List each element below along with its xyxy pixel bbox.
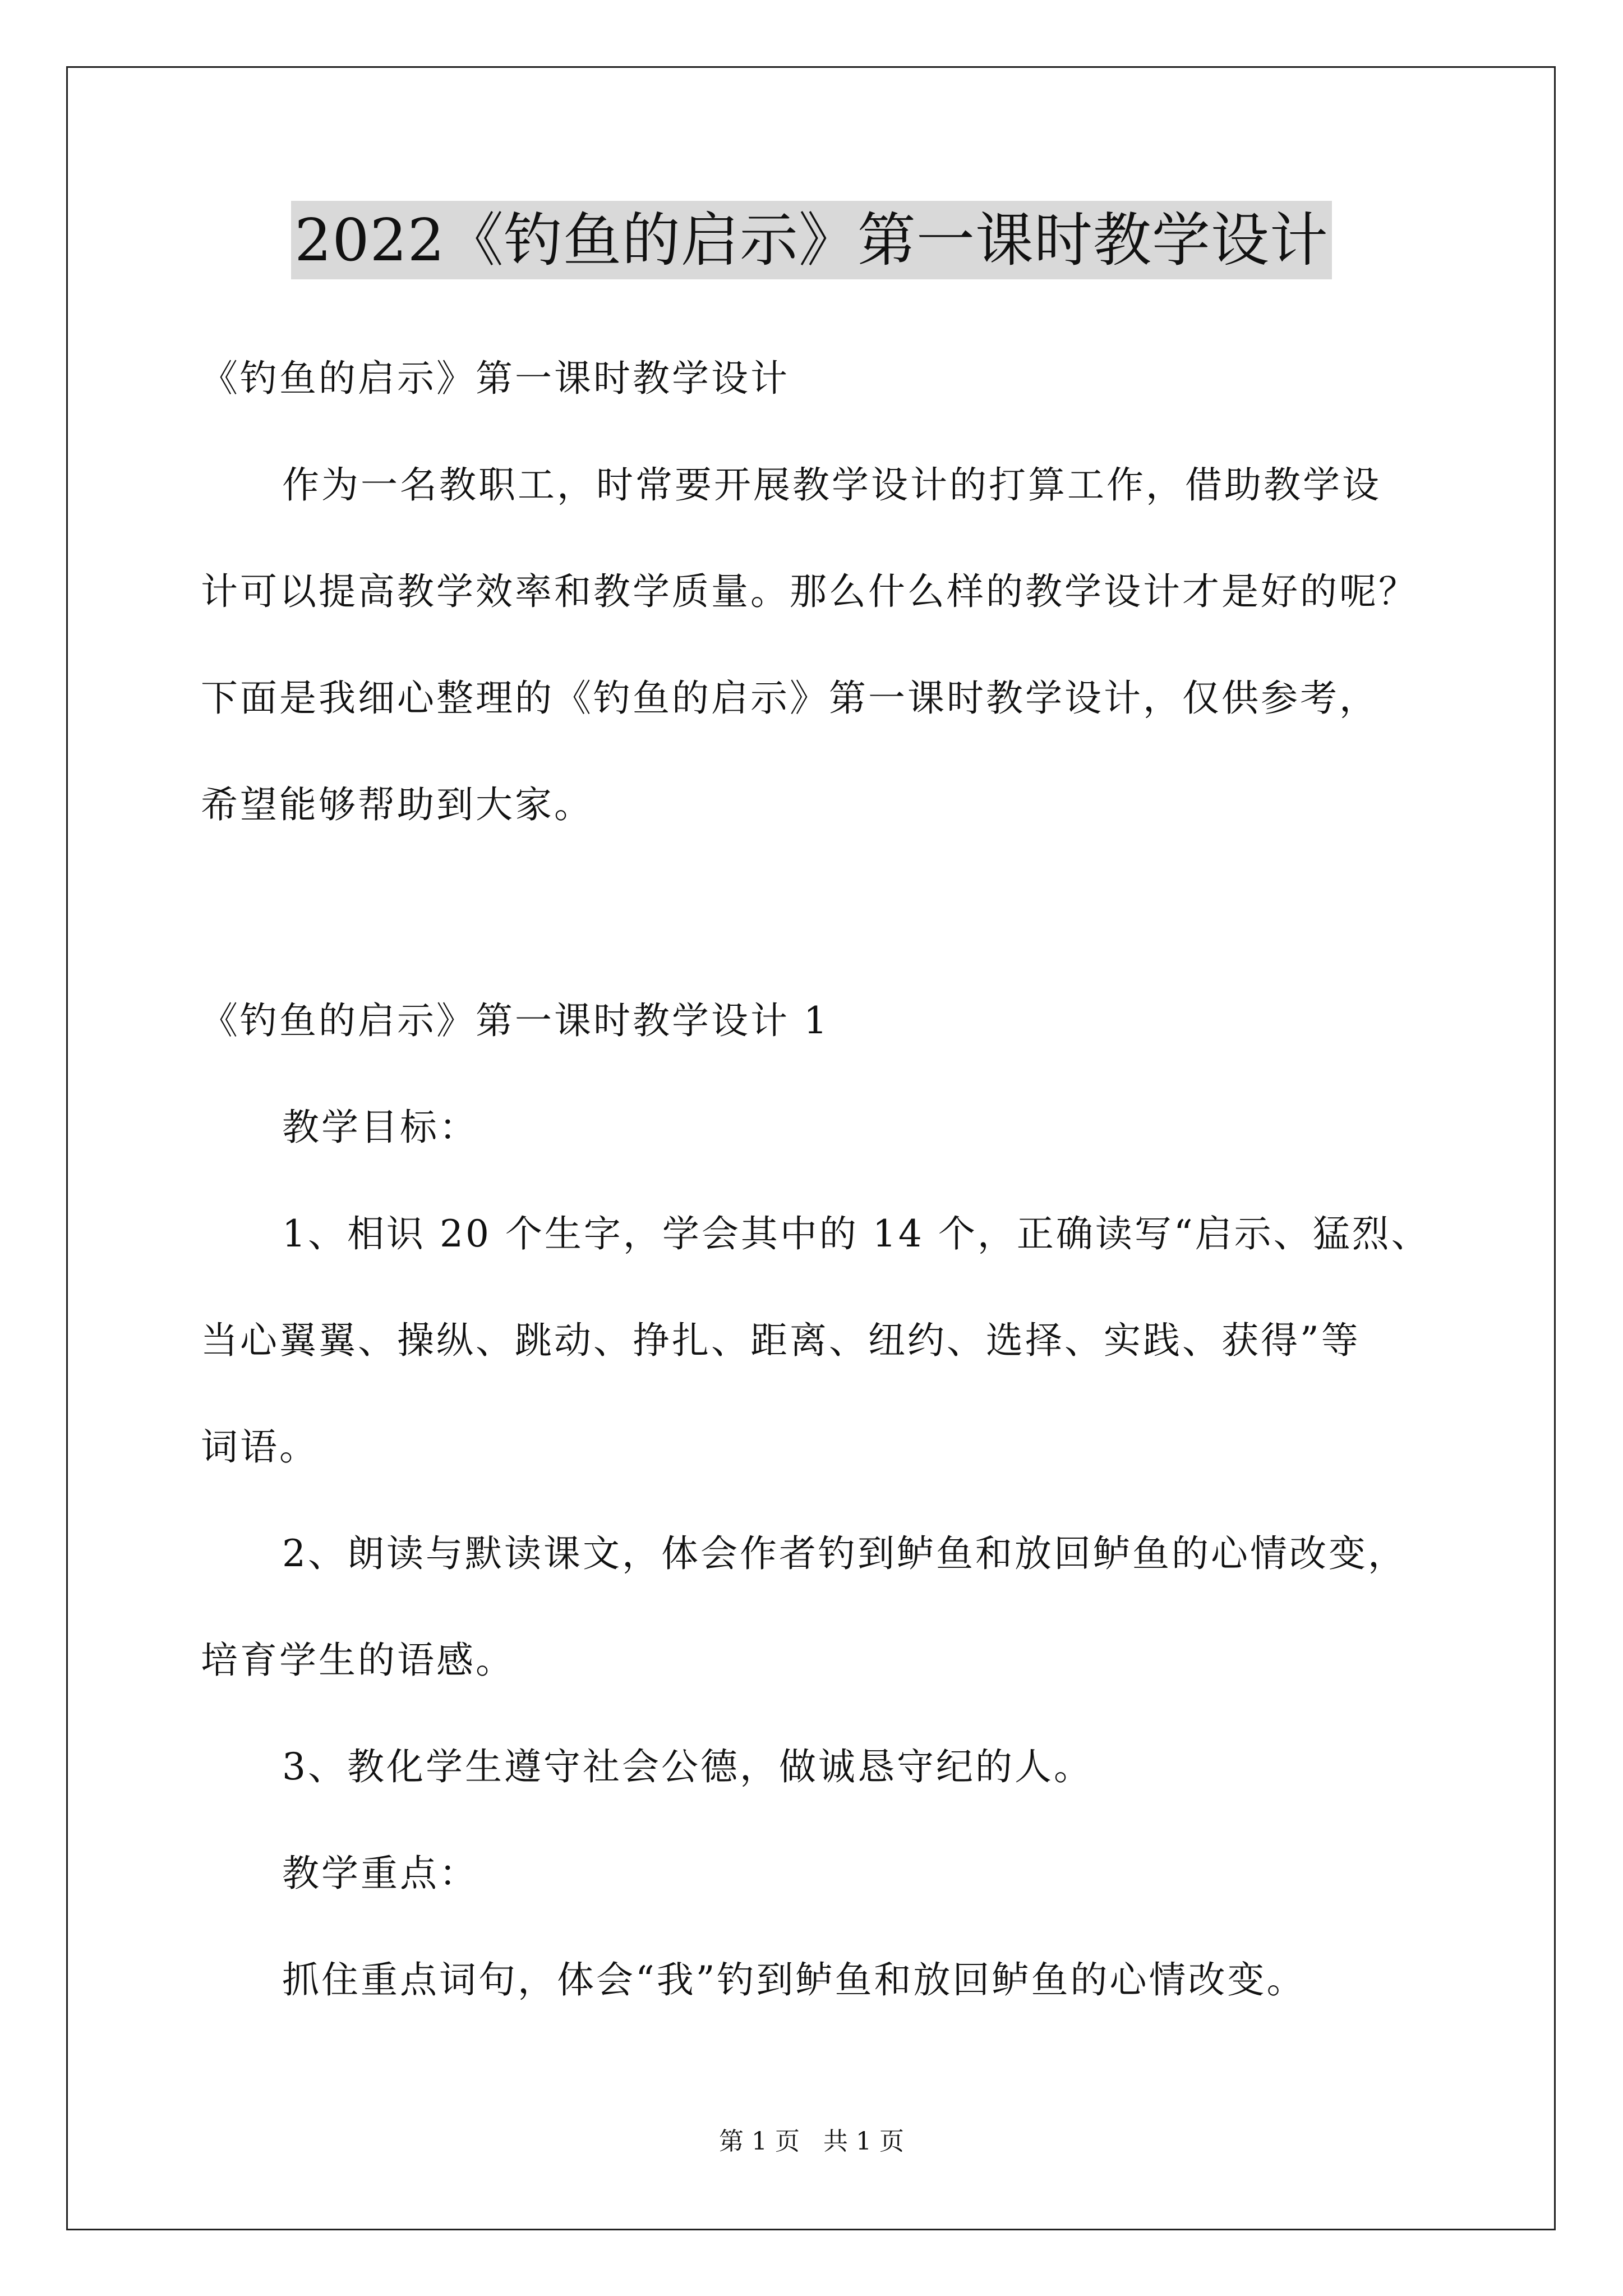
subtitle-line: 《钓鱼的启示》第一课时教学设计 [201, 357, 790, 400]
key-point-1: 抓住重点词句，体会“我”钓到鲈鱼和放回鲈鱼的心情改变。 [282, 1958, 1306, 2001]
intro-paragraph-line-4: 希望能够帮助到大家。 [201, 783, 593, 826]
page-footer: 第 1 页 共 1 页 [719, 2127, 904, 2156]
objective-1-line-3: 词语。 [201, 1425, 319, 1469]
key-points-heading: 教学重点： [282, 1852, 478, 1895]
objectives-heading: 教学目标： [282, 1106, 478, 1149]
objective-1-line-2: 当心翼翼、操纵、跳动、挣扎、距离、纽约、选择、实践、获得”等 [201, 1319, 1361, 1362]
objective-1-line-1: 1、相识 20 个生字，学会其中的 14 个，正确读写“启示、猛烈、 [282, 1212, 1431, 1255]
document-title: 2022《钓鱼的启示》第一课时教学设计 [291, 201, 1332, 279]
intro-paragraph-line-3: 下面是我细心整理的《钓鱼的启示》第一课时教学设计，仅供参考， [201, 677, 1378, 720]
objective-3: 3、教化学生遵守社会公德，做诚恳守纪的人。 [282, 1745, 1093, 1788]
intro-paragraph-line-1: 作为一名教职工，时常要开展教学设计的打算工作，借助教学设 [282, 463, 1381, 507]
title-container [0, 201, 1623, 279]
objective-2-line-2: 培育学生的语感。 [201, 1639, 515, 1682]
section-heading: 《钓鱼的启示》第一课时教学设计 1 [201, 999, 829, 1042]
objective-2-line-1: 2、朗读与默读课文，体会作者钓到鲈鱼和放回鲈鱼的心情改变， [282, 1532, 1407, 1575]
intro-paragraph-line-2: 计可以提高教学效率和教学质量。那么什么样的教学设计才是好的呢？ [201, 570, 1418, 613]
